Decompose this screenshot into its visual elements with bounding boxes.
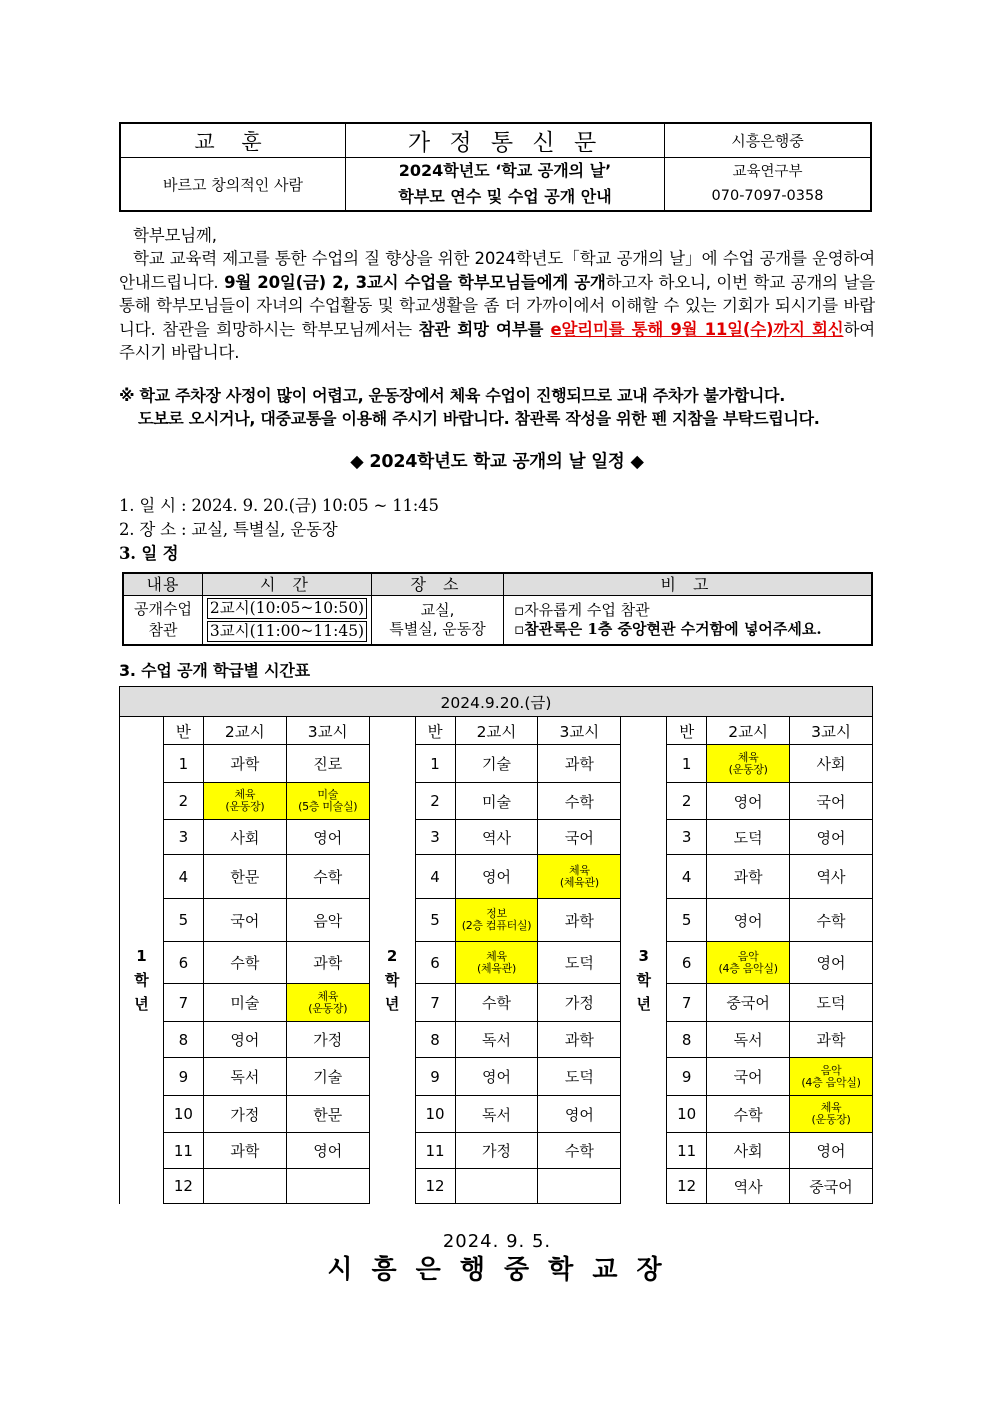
grade-1-header: 반 xyxy=(163,717,203,745)
grade-2-label-char: 2 xyxy=(386,947,398,966)
grade-2-period-2: 영어 xyxy=(455,1058,538,1096)
grade-3-period-2: 사회 xyxy=(707,1133,790,1169)
table-row xyxy=(120,745,873,783)
motto-text: 바르고 창의적인 사람 xyxy=(120,158,346,212)
class-number: 11 xyxy=(415,1133,455,1169)
table-row xyxy=(120,855,873,899)
grade-1-period-2: 가정 xyxy=(203,1096,286,1133)
grade-2-period-3: 국어 xyxy=(538,820,621,855)
table-row xyxy=(120,1058,873,1096)
grade-1-header: 3교시 xyxy=(286,717,369,745)
table-row xyxy=(120,1169,873,1204)
class-number: 4 xyxy=(667,855,707,899)
intro-text-1: 학교 교육력 제고를 통한 수업의 질 향상을 위한 2024학년도「학교 공개의 날」에 수업 공개를 운영하여 안내드립니다. xyxy=(119,249,875,292)
grade-1-period-2 xyxy=(203,783,286,820)
document-title xyxy=(346,158,665,212)
grade-3-period-2: 중국어 xyxy=(707,984,790,1022)
grade-3-header: 2교시 xyxy=(707,717,790,745)
col-time: 시 간 xyxy=(203,573,372,595)
grade-2-period-3: 영어 xyxy=(538,1096,621,1133)
col-content: 내용 xyxy=(123,573,203,595)
class-number: 10 xyxy=(415,1096,455,1133)
grade-1-label-char: 1 xyxy=(136,947,147,966)
grade-1-label xyxy=(120,717,164,1204)
grade-2-period-2: 기술 xyxy=(455,745,538,783)
grade-2-period-3: 과학 xyxy=(538,899,621,942)
class-number: 7 xyxy=(415,984,455,1022)
class-number: 2 xyxy=(163,783,203,820)
class-number: 12 xyxy=(163,1169,203,1204)
grade-1-header: 2교시 xyxy=(203,717,286,745)
newsletter-header xyxy=(119,122,872,212)
grade-3-period-2: 역사 xyxy=(707,1169,790,1204)
grade-3-period-2-line: 음악 xyxy=(737,949,759,963)
place-line-1: 교실, xyxy=(420,600,455,619)
grade-3-period-3: 도덕 xyxy=(790,984,873,1022)
grade-2-period-3-line: (체육관) xyxy=(559,875,599,889)
grade-1-period-3-line: (5층 미술실) xyxy=(298,800,358,813)
note-line-1: ▫자유롭게 수업 참관 xyxy=(514,600,650,619)
intro-text-3: 하여 주시기 바랍니다. xyxy=(119,319,875,362)
grade-1-label-char: 년 xyxy=(134,995,149,1014)
table-row xyxy=(120,899,873,942)
grade-3-period-2: 수학 xyxy=(707,1096,790,1133)
class-number: 5 xyxy=(163,899,203,942)
class-number: 9 xyxy=(415,1058,455,1096)
grade-1-period-3 xyxy=(286,783,369,820)
grade-2-period-3 xyxy=(538,1169,621,1204)
grade-2-period-3: 가정 xyxy=(538,984,621,1022)
grade-2-period-3-line: 체육 xyxy=(569,863,590,877)
grade-3-period-2: 과학 xyxy=(707,855,790,899)
grade-3-period-2 xyxy=(707,942,790,984)
grade-1-period-2: 한문 xyxy=(203,855,286,899)
grade-2-period-2: 가정 xyxy=(455,1133,538,1169)
grade-3-period-3: 수학 xyxy=(790,899,873,942)
class-number: 2 xyxy=(415,783,455,820)
school-name: 시흥은행중 xyxy=(665,123,872,158)
grade-2-period-3: 과학 xyxy=(538,745,621,783)
grade-1-period-3-line: 체육 xyxy=(317,989,339,1003)
phone-number: 070-7097-0358 xyxy=(711,188,824,204)
grade-3-period-3: 국어 xyxy=(790,783,873,820)
table-row xyxy=(120,942,873,984)
class-number: 6 xyxy=(667,942,707,984)
time-period-2: 2교시(10:05~10:50) xyxy=(207,598,367,619)
grade-3-period-3: 중국어 xyxy=(790,1169,873,1204)
content-line-1: 공개수업 xyxy=(134,599,192,618)
info-date: 1. 일 시 : 2024. 9. 20.(금) 10:05 ~ 11:45 xyxy=(119,496,439,515)
grade-2-period-2 xyxy=(455,899,538,942)
class-number: 11 xyxy=(667,1133,707,1169)
class-number: 1 xyxy=(163,745,203,783)
grade-1-period-3-line: (운동장) xyxy=(308,1001,348,1015)
grade-2-label-char: 년 xyxy=(384,995,400,1014)
department: 교육연구부 xyxy=(732,164,803,180)
grade-1-period-3: 수학 xyxy=(286,855,369,899)
grade-3-period-2: 국어 xyxy=(707,1058,790,1096)
intro-paragraph xyxy=(119,247,875,365)
col-place: 장 소 xyxy=(372,573,504,595)
content-cell xyxy=(123,595,203,645)
parking-notice-2: 도보로 오시거나, 대중교통을 이용해 주시기 바랍니다. 참관록 작성을 위한 펜 지참을 부탁드립니다. xyxy=(138,409,820,428)
class-number: 3 xyxy=(415,820,455,855)
time-period-3: 3교시(11:00~11:45) xyxy=(207,621,367,642)
grade-3-header: 3교시 xyxy=(790,717,873,745)
class-number: 2 xyxy=(667,783,707,820)
col-note: 비 고 xyxy=(504,573,873,595)
grade-3-period-2-line: (운동장) xyxy=(728,762,768,776)
class-number: 10 xyxy=(667,1096,707,1133)
table-row xyxy=(120,1133,873,1169)
grade-3-period-3: 사회 xyxy=(790,745,873,783)
grade-2-period-3: 도덕 xyxy=(538,1058,621,1096)
grade-3-period-3-line: 체육 xyxy=(820,1101,842,1114)
principal-signature: 시 흥 은 행 중 학 교 장 xyxy=(327,1255,667,1285)
intro-bold-1: 9월 20일(금) 2, 3교시 수업을 학부모님들에게 공개 xyxy=(224,272,606,292)
grade-1-period-2: 국어 xyxy=(203,899,286,942)
class-number: 1 xyxy=(667,745,707,783)
grade-2-period-3: 과학 xyxy=(538,1022,621,1058)
grade-1-period-2: 영어 xyxy=(203,1022,286,1058)
grade-1-period-2: 사회 xyxy=(203,820,286,855)
reply-deadline: e알리미를 통해 9월 11일(수)까지 회신 xyxy=(550,319,844,339)
class-number: 12 xyxy=(667,1169,707,1204)
schedule-table xyxy=(122,572,873,646)
class-number: 8 xyxy=(667,1022,707,1058)
grade-1-period-2-line: (운동장) xyxy=(225,800,265,813)
grade-2-label-char: 학 xyxy=(384,971,400,990)
grade-2-label xyxy=(369,717,415,1204)
note-line-2: ▫참관록은 1층 중앙현관 수거함에 넣어주세요. xyxy=(514,619,822,638)
class-number: 9 xyxy=(667,1058,707,1096)
grade-2-period-3: 수학 xyxy=(538,783,621,820)
grade-2-period-2: 역사 xyxy=(455,820,538,855)
grade-2-period-2: 독서 xyxy=(455,1022,538,1058)
grade-3-period-3 xyxy=(790,1058,873,1096)
class-number: 6 xyxy=(163,942,203,984)
timetable-date: 2024.9.20.(금) xyxy=(120,687,873,717)
grade-3-period-3: 역사 xyxy=(790,855,873,899)
time-cell xyxy=(203,595,372,645)
table-row xyxy=(120,984,873,1022)
class-number: 11 xyxy=(163,1133,203,1169)
grade-3-period-2: 도덕 xyxy=(707,820,790,855)
grade-1-period-3: 영어 xyxy=(286,820,369,855)
place-line-2: 특별실, 운동장 xyxy=(389,619,486,638)
grade-3-period-3: 영어 xyxy=(790,942,873,984)
grade-1-period-2: 수학 xyxy=(203,942,286,984)
grade-2-period-2 xyxy=(455,1169,538,1204)
grade-3-label xyxy=(621,717,667,1204)
grade-2-period-2-line: (2층 컴퓨터실) xyxy=(461,919,532,932)
class-number: 12 xyxy=(415,1169,455,1204)
timetable-heading: 3. 수업 공개 학급별 시간표 xyxy=(119,661,310,680)
grade-3-period-3: 과학 xyxy=(790,1022,873,1058)
grade-2-period-2 xyxy=(455,942,538,984)
grade-2-header: 반 xyxy=(415,717,455,745)
grade-3-period-2 xyxy=(707,745,790,783)
grade-1-period-3 xyxy=(286,1169,369,1204)
grade-1-period-3: 가정 xyxy=(286,1022,369,1058)
grade-1-period-2-line: 체육 xyxy=(234,788,256,801)
grade-3-label-char: 3 xyxy=(638,947,649,966)
grade-1-period-2: 과학 xyxy=(203,745,286,783)
grade-3-header: 반 xyxy=(667,717,707,745)
grade-2-period-2-line: 정보 xyxy=(486,907,507,920)
grade-3-period-2-line: (4층 음악실) xyxy=(718,961,778,975)
class-number: 5 xyxy=(415,899,455,942)
timetable xyxy=(119,686,873,1204)
greeting: 학부모님께, xyxy=(133,226,217,245)
grade-2-period-3 xyxy=(538,855,621,899)
grade-1-period-3: 진로 xyxy=(286,745,369,783)
grade-3-period-2-line: 체육 xyxy=(737,750,759,764)
grade-3-period-3-line: (운동장) xyxy=(811,1113,851,1126)
grade-2-header: 3교시 xyxy=(538,717,621,745)
content-line-2: 참관 xyxy=(148,620,178,639)
class-number: 5 xyxy=(667,899,707,942)
table-row xyxy=(120,820,873,855)
grade-1-period-2: 독서 xyxy=(203,1058,286,1096)
grade-2-period-2: 독서 xyxy=(455,1096,538,1133)
class-number: 1 xyxy=(415,745,455,783)
grade-1-period-3 xyxy=(286,984,369,1022)
class-number: 9 xyxy=(163,1058,203,1096)
grade-3-label-char: 학 xyxy=(636,971,651,990)
class-number: 4 xyxy=(163,855,203,899)
class-number: 8 xyxy=(163,1022,203,1058)
grade-2-period-2: 미술 xyxy=(455,783,538,820)
grade-1-period-3: 영어 xyxy=(286,1133,369,1169)
class-number: 6 xyxy=(415,942,455,984)
grade-1-period-2: 미술 xyxy=(203,984,286,1022)
contact-info xyxy=(665,158,872,212)
motto-label: 교 훈 xyxy=(120,123,346,158)
class-number: 3 xyxy=(163,820,203,855)
grade-1-period-2: 과학 xyxy=(203,1133,286,1169)
table-row xyxy=(120,783,873,820)
class-number: 4 xyxy=(415,855,455,899)
grade-2-header: 2교시 xyxy=(455,717,538,745)
grade-2-period-3: 도덕 xyxy=(538,942,621,984)
grade-1-period-3: 기술 xyxy=(286,1058,369,1096)
footer-date: 2024. 9. 5. xyxy=(442,1231,552,1252)
place-cell xyxy=(372,595,504,645)
grade-1-period-3: 한문 xyxy=(286,1096,369,1133)
grade-2-period-2-line: 체육 xyxy=(486,949,507,963)
info-place: 2. 장 소 : 교실, 특별실, 운동장 xyxy=(119,520,338,539)
grade-3-period-3 xyxy=(790,1096,873,1133)
table-row xyxy=(120,1096,873,1133)
grade-3-period-3-line: 음악 xyxy=(820,1063,842,1077)
class-number: 7 xyxy=(163,984,203,1022)
grade-2-period-2: 영어 xyxy=(455,855,538,899)
grade-2-period-2-line: (체육관) xyxy=(476,961,516,975)
grade-2-period-2: 수학 xyxy=(455,984,538,1022)
grade-2-period-3: 수학 xyxy=(538,1133,621,1169)
intro-text-2: 하고자 하오니, 이번 학교 공개의 날을 통해 학부모님들이 자녀의 수업활동 및 학교생활을 좀 더 가까이에서 이해할 수 있는 기회가 되시기를 바랍니다. 참관을 희망하시는 학부모님께서는 xyxy=(119,272,875,339)
grade-3-period-3: 영어 xyxy=(790,820,873,855)
parking-notice-1: ※ 학교 주차장 사정이 많이 어렵고, 운동장에서 체육 수업이 진행되므로 교내 주차가 불가합니다. xyxy=(119,386,785,405)
schedule-title: ◆ 2024학년도 학교 공개의 날 일정 ◆ xyxy=(350,452,644,472)
class-number: 10 xyxy=(163,1096,203,1133)
class-number: 8 xyxy=(415,1022,455,1058)
class-number: 7 xyxy=(667,984,707,1022)
grade-3-period-3-line: (4층 음악실) xyxy=(801,1075,861,1089)
class-number: 3 xyxy=(667,820,707,855)
note-cell xyxy=(504,595,873,645)
grade-1-label-char: 학 xyxy=(134,971,149,990)
grade-3-period-3: 영어 xyxy=(790,1133,873,1169)
grade-1-period-3: 음악 xyxy=(286,899,369,942)
grade-3-period-2: 영어 xyxy=(707,783,790,820)
grade-3-period-2: 독서 xyxy=(707,1022,790,1058)
info-plan: 3. 일 정 xyxy=(119,544,179,563)
table-row xyxy=(120,1022,873,1058)
grade-3-label-char: 년 xyxy=(636,995,651,1014)
grade-3-period-2: 영어 xyxy=(707,899,790,942)
title-line-2: 학부모 연수 및 수업 공개 안내 xyxy=(398,187,612,206)
title-line-1: 2024학년도 ‘학교 공개의 날’ xyxy=(398,161,612,180)
newsletter-label: 가 정 통 신 문 xyxy=(346,123,665,158)
grade-1-period-2 xyxy=(203,1169,286,1204)
grade-1-period-3: 과학 xyxy=(286,942,369,984)
grade-1-period-3-line: 미술 xyxy=(317,788,339,801)
intro-bold-2: 참관 희망 여부를 xyxy=(418,319,551,339)
